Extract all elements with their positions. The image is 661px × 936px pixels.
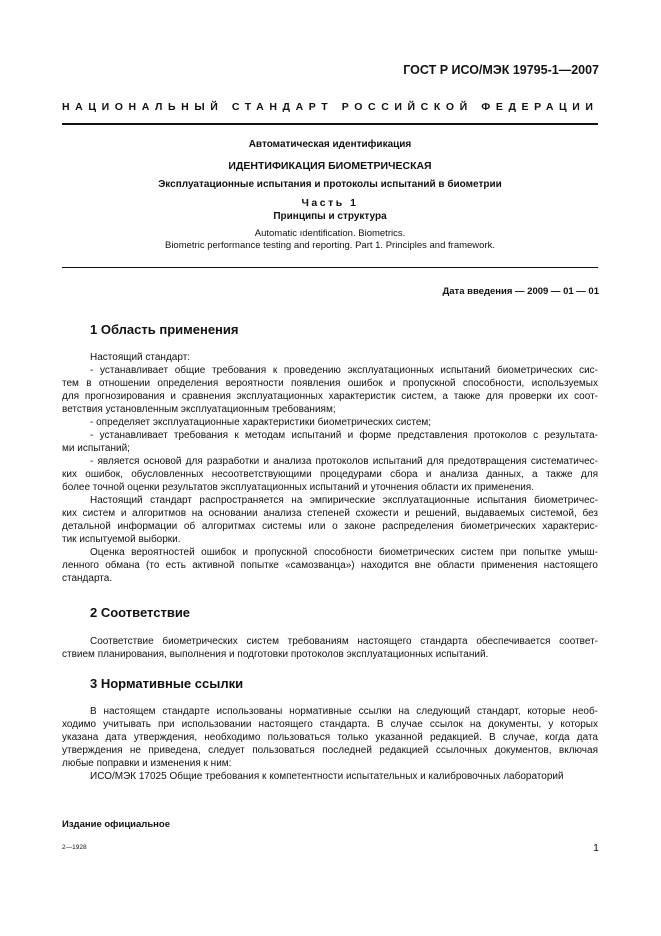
text-line: В настоящем стандарте использованы нормативные ссылки на следующий стандарт, которые необ- bbox=[90, 706, 598, 717]
part-label: Часть 1 bbox=[301, 197, 359, 209]
text-line: ленного обмана (то есть активной попытке «самозванца») находится вне области применения настоящего bbox=[62, 560, 598, 571]
text-line: стандарта. bbox=[62, 573, 113, 584]
text-line: ких систем и алгоритмов на основании анализа степеней схожести и решений, выдаваемых системой, без bbox=[62, 508, 598, 519]
text-line: - устанавливает требования к методам испытаний и форме представления протоколов с результата- bbox=[90, 430, 598, 441]
section-1-body bbox=[62, 351, 598, 585]
text-line: Настоящий стандарт: bbox=[90, 352, 191, 363]
header-divider bbox=[62, 123, 598, 125]
title-divider bbox=[62, 267, 598, 268]
english-title-line-1: Automatic ıdentification. Biometrics. bbox=[254, 228, 406, 239]
title-line-1: Автоматическая идентификация bbox=[248, 139, 412, 150]
section-2-body bbox=[62, 635, 598, 661]
text-line: любые поправки и изменения к ним: bbox=[62, 758, 232, 769]
text-line: ходимо учитывать при использовании настоящего стандарта. В случае ссылок на документы, у которых bbox=[62, 719, 598, 730]
text-line: Оценка вероятностей ошибок и пропускной способности биометрических систем при попытке умыш- bbox=[90, 547, 598, 558]
introduction-date: Дата введения — 2009 — 01 — 01 bbox=[442, 286, 599, 297]
text-line: тем в отношении определения вероятности появления ошибок и пропускной способности, используемых bbox=[62, 378, 598, 389]
text-line: - устанавливает общие требования к проведению эксплуатационных испытаний биометрических сис- bbox=[90, 365, 598, 376]
national-standard-banner: НАЦИОНАЛЬНЫЙ СТАНДАРТ РОССИЙСКОЙ ФЕДЕРАЦИИ bbox=[62, 101, 599, 113]
section-1-heading: 1 Область применения bbox=[90, 322, 239, 337]
text-line: ких ошибок, обусловленных несоответствующими процедурами сбора и анализа данных, а также для bbox=[62, 469, 598, 480]
text-line: для прогнозирования и сравнения эксплуатационных характеристик систем, а также для проверки их соот- bbox=[62, 391, 598, 402]
text-line: ми испытаний; bbox=[62, 443, 130, 454]
title-line-3: Эксплуатационные испытания и протоколы испытаний в биометрии bbox=[158, 179, 502, 190]
text-line: утверждения не приведена, следует пользоваться последней редакцией ссылочных документов, включая bbox=[62, 745, 598, 756]
text-line: более точной оценки результатов эксплуатационных испытаний и уточнения области их применения. bbox=[62, 482, 534, 493]
text-line: детальной информации об алгоритмах системы или о законе распределения биометрических характерис- bbox=[62, 521, 598, 532]
text-line: ствием планирования, выполнения и подготовки протоколов эксплуатационных испытаний. bbox=[62, 649, 489, 660]
text-line: - определяет эксплуатационные характеристики биометрических систем; bbox=[90, 417, 432, 428]
title-line-2: ИДЕНТИФИКАЦИЯ БИОМЕТРИЧЕСКАЯ bbox=[228, 160, 432, 172]
section-3-heading: 3 Нормативные ссылки bbox=[90, 676, 244, 691]
text-line: ветствия установленным эксплуатационным требованиям; bbox=[62, 404, 336, 415]
text-line: Настоящий стандарт распространяется на эмпирические эксплуатационные испытания биометричес- bbox=[90, 495, 598, 506]
english-title-line-2: Biometric performance testing and reporting. Part 1. Principles and framework. bbox=[164, 240, 495, 251]
official-edition-label: Издание официальное bbox=[62, 819, 170, 830]
section-3-body bbox=[62, 705, 598, 783]
section-2-heading: 2 Соответствие bbox=[90, 605, 191, 620]
normative-reference: ИСО/МЭК 17025 Общие требования к компетентности испытательных и калибровочных лабораторий bbox=[90, 771, 564, 782]
document-code: ГОСТ Р ИСО/МЭК 19795-1—2007 bbox=[403, 63, 599, 77]
page-number: 1 bbox=[593, 842, 599, 854]
text-line: Соответствие биометрических систем требованиям настоящего стандарта обеспечивается соответ- bbox=[90, 636, 598, 647]
text-line: тик испытуемой выборки. bbox=[62, 534, 181, 545]
part-title: Принципы и структура bbox=[273, 211, 387, 222]
text-line: - является основой для разработки и анализа протоколов испытаний для предотвращения систематичес- bbox=[90, 456, 598, 467]
text-line: указана дата утверждения, необходимо пользоваться только указанной редакцией. В случае, когда дата bbox=[62, 732, 598, 743]
print-code: 2—1928 bbox=[62, 844, 87, 851]
